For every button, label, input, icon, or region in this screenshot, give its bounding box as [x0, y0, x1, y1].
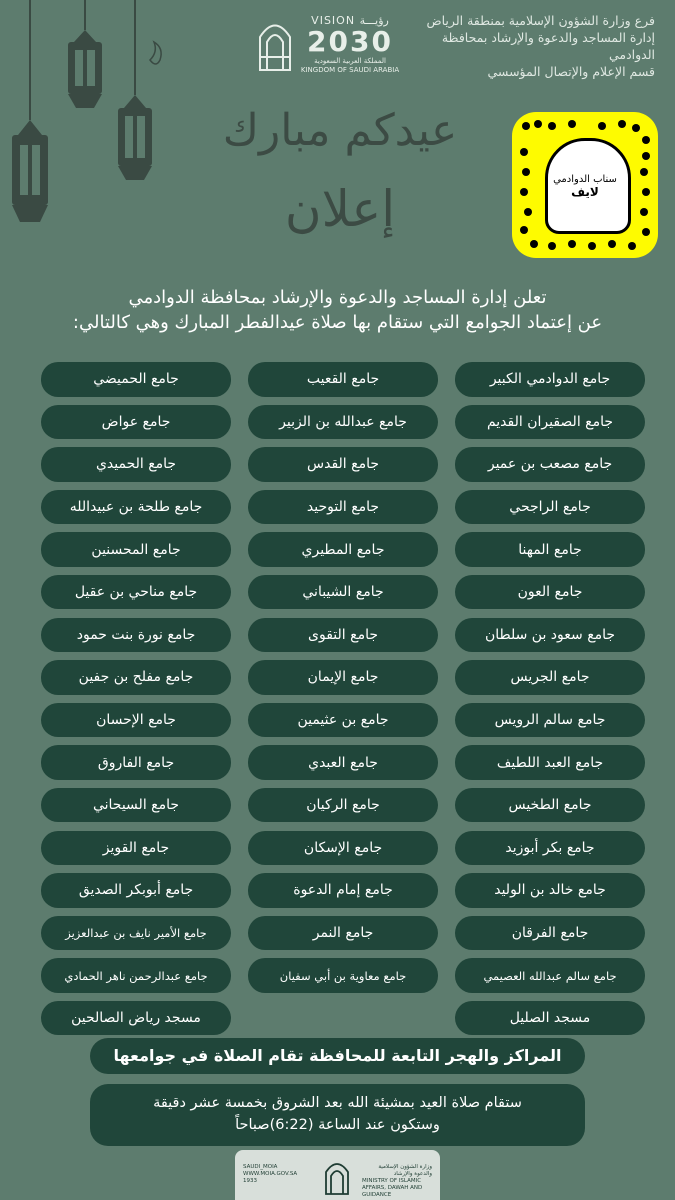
mosque-item: جامع نورة بنت حمود — [41, 618, 231, 653]
footer-phone: 1933 — [243, 1178, 257, 1184]
mosque-item: جامع بن عثيمين — [248, 703, 438, 738]
mosque-item: جامع معاوية بن أبي سفيان — [248, 958, 438, 993]
mosque-item: جامع بكر أبوزيد — [455, 831, 645, 866]
mosque-item: جامع السيحاني — [41, 788, 231, 823]
intro-text — [30, 285, 645, 335]
mosque-item: جامع الإحسان — [41, 703, 231, 738]
mosque-item: جامع مصعب بن عمير — [455, 447, 645, 482]
mosque-item: جامع مناحي بن عقيل — [41, 575, 231, 610]
mosque-item: جامع القويز — [41, 831, 231, 866]
intro-line: عن إعتماد الجوامع التي ستقام بها صلاة عيدالفطر المبارك وهي كالتالي: — [72, 312, 603, 333]
snap-account-tag — [552, 174, 618, 198]
header-line: فرع وزارة الشؤون الإسلامية بمنطقة الرياض — [426, 13, 655, 28]
footer-ministry-en: MINISTRY OF ISLAMIC AFFAIRS, DAWAH AND GUIDANCE — [362, 1178, 423, 1198]
mosque-item: جامع عبدالله بن الزبير — [248, 405, 438, 440]
eid-greeting: عيدكم مبارك — [222, 105, 458, 156]
mosque-item: جامع الدوادمي الكبير — [455, 362, 645, 397]
mosque-item: جامع الجريس — [455, 660, 645, 695]
mosque-item: جامع طلحة بن عبيدالله — [41, 490, 231, 525]
mosque-item: مسجد رياض الصالحين — [41, 1001, 231, 1036]
mosque-item: جامع الإسكان — [248, 831, 438, 866]
mosque-item: جامع العون — [455, 575, 645, 610]
vision-ar: المملكة العربية السعودية — [314, 57, 386, 65]
mosque-item: جامع إمام الدعوة — [248, 873, 438, 908]
mosque-item: مسجد الصليل — [455, 1001, 645, 1036]
mosque-item: جامع سالم عبدالله العصيمي — [455, 958, 645, 993]
vision-en: KINGDOM OF SAUDI ARABIA — [300, 66, 400, 74]
mosque-item: جامع النمر — [248, 916, 438, 951]
mosque-item: جامع الأمير نايف بن عبدالعزيز — [41, 916, 231, 951]
mosque-item: جامع مفلح بن جفين — [41, 660, 231, 695]
mosque-item: جامع سعود بن سلطان — [455, 618, 645, 653]
header-text — [405, 12, 655, 80]
snap-account-sub: لايف — [571, 185, 599, 199]
mosque-item: جامع سالم الرويس — [455, 703, 645, 738]
mosque-item: جامع عبدالرحمن ناهر الحمادي — [41, 958, 231, 993]
mosque-item: جامع الفاروق — [41, 745, 231, 780]
mosque-item: جامع القدس — [248, 447, 438, 482]
header-line: قسم الإعلام والإتصال المؤسسي — [487, 64, 655, 79]
intro-line: تعلن إدارة المساجد والدعوة والإرشاد بمحافظة الدوادمي — [128, 287, 547, 308]
mosque-item: جامع المهنا — [455, 532, 645, 567]
mosque-item: جامع المطيري — [248, 532, 438, 567]
mosque-item: جامع الشيباني — [248, 575, 438, 610]
ministry-footer — [235, 1150, 440, 1200]
footer-website: WWW.MOIA.GOV.SA — [243, 1171, 298, 1177]
vision-label: VISION رؤيـــة — [311, 14, 389, 27]
footer-ministry-name — [362, 1164, 432, 1199]
prayer-time-line: وستكون عند الساعة (6:22)صباحاً — [235, 1117, 440, 1133]
announcement-title: إعلان — [284, 180, 396, 238]
mosque-item: جامع العبدي — [248, 745, 438, 780]
mosque-item: جامع خالد بن الوليد — [455, 873, 645, 908]
mosque-item: جامع القعيب — [248, 362, 438, 397]
mosque-list — [40, 362, 645, 1035]
mosque-item: جامع الصقيران القديم — [455, 405, 645, 440]
prayer-time-notice — [90, 1084, 585, 1146]
mosque-item: جامع الفرقان — [455, 916, 645, 951]
footer-ministry-ar: وزارة الشؤون الإسلامية والدعوة والإرشاد — [378, 1164, 432, 1177]
snap-account-name: سناب الدوادمي — [553, 174, 617, 185]
footer-handle: SAUDI_MOIA — [243, 1164, 278, 1170]
footer-contact — [243, 1164, 303, 1185]
mosque-item: جامع الحميدي — [41, 447, 231, 482]
mosque-item: جامع التقوى — [248, 618, 438, 653]
empty-cell — [248, 1001, 438, 1036]
mosque-item: جامع الإيمان — [248, 660, 438, 695]
header-line: إدارة المساجد والدعوة والإرشاد بمحافظة الدوادمي — [441, 30, 655, 62]
centers-notice: المراكز والهجر التابعة للمحافظة تقام الصلاة في جوامعها — [90, 1038, 585, 1074]
prayer-time-line: ستقام صلاة العيد بمشيئة الله بعد الشروق بخمسة عشر دقيقة — [153, 1095, 522, 1111]
vision-year: 2030 — [307, 25, 393, 58]
mosque-item: جامع الراجحي — [455, 490, 645, 525]
mosque-item: جامع العبد اللطيف — [455, 745, 645, 780]
mosque-item: جامع أبوبكر الصديق — [41, 873, 231, 908]
ministry-emblem-icon — [320, 1154, 354, 1196]
mosque-item: جامع المحسنين — [41, 532, 231, 567]
snapchat-code[interactable] — [512, 112, 658, 258]
lanterns-decoration — [0, 0, 200, 240]
mosque-item: جامع الطخيس — [455, 788, 645, 823]
ministry-emblem — [250, 12, 300, 72]
mosque-item: جامع عواض — [41, 405, 231, 440]
vision-2030-logo — [300, 14, 400, 75]
mosque-item: جامع الركيان — [248, 788, 438, 823]
mosque-item: جامع الحميضي — [41, 362, 231, 397]
mosque-item: جامع التوحيد — [248, 490, 438, 525]
